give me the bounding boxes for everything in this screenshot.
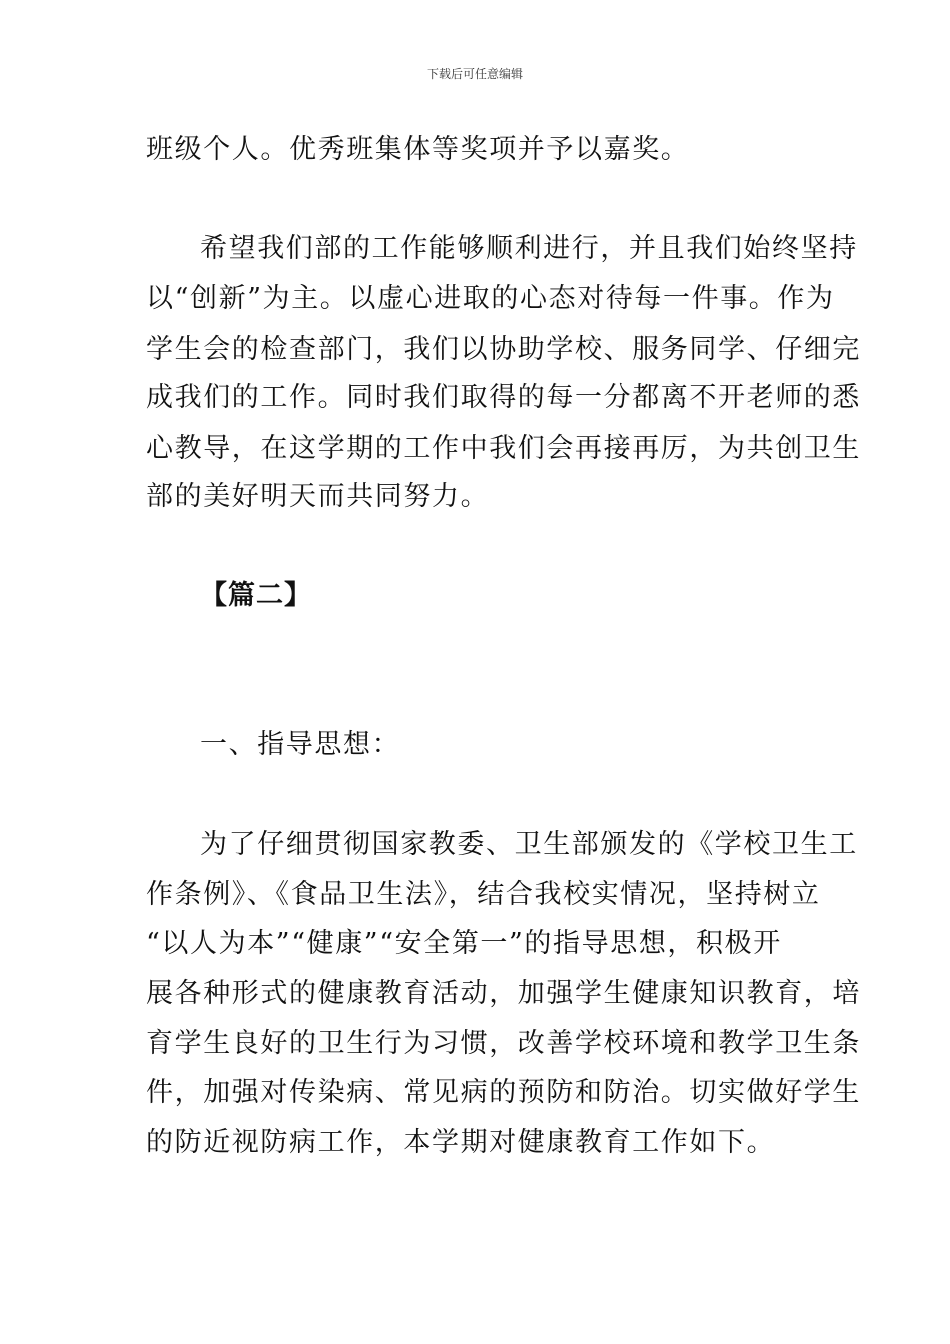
- paragraph-line: 心教导，在这学期的工作中我们会再接再厉，为共创卫生: [146, 433, 861, 464]
- paragraph-line: 件，加强对传染病、常见病的预防和防治。切实做好学生: [146, 1077, 861, 1108]
- paragraph-line: 为了仔细贯彻国家教委、卫生部颁发的《学校卫生工: [200, 829, 858, 860]
- paragraph-line: “以人为本”“健康”“安全第一”的指导思想，积极开: [146, 928, 782, 959]
- paragraph-line: 希望我们部的工作能够顺利进行，并且我们始终坚持: [200, 233, 858, 264]
- paragraph-line: 学生会的检查部门，我们以协助学校、服务同学、仔细完: [146, 334, 861, 365]
- section-heading: 【篇二】: [200, 580, 312, 611]
- subheading: 一、指导思想：: [200, 729, 401, 760]
- paragraph-line: 以“创新”为主。以虚心进取的心态对待每一件事。作为: [146, 283, 835, 314]
- paragraph-line: 班级个人。优秀班集体等奖项并予以嘉奖。: [146, 134, 690, 165]
- paragraph-line: 部的美好明天而共同努力。: [146, 481, 490, 512]
- paragraph-line: 成我们的工作。同时我们取得的每一分都离不开老师的悉: [146, 382, 861, 413]
- paragraph-line: 展各种形式的健康教育活动，加强学生健康知识教育，培: [146, 978, 861, 1009]
- paragraph-line: 的防近视防病工作，本学期对健康教育工作如下。: [146, 1127, 776, 1158]
- page-header: 下载后可任意编辑: [426, 67, 523, 81]
- paragraph-line: 育学生良好的卫生行为习惯，改善学校环境和教学卫生条: [146, 1028, 861, 1059]
- paragraph-line: 作条例》、《食品卫生法》，结合我校实情况，坚持树立: [146, 879, 821, 910]
